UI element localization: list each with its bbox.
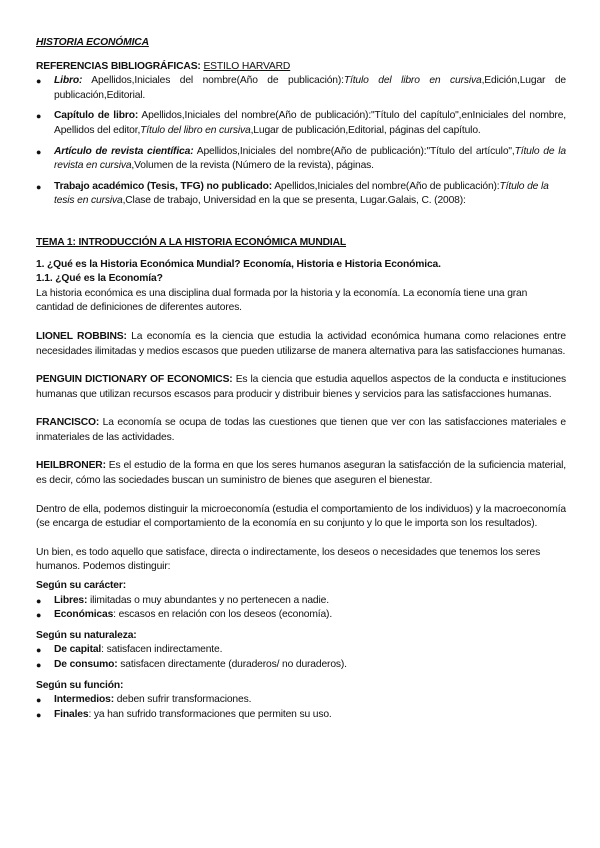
document-page — [36, 36, 566, 722]
list-item: ● De consumo: satisfacen directamente (duraderos/ no duraderos). — [36, 658, 566, 673]
definition-penguin: PENGUIN DICTIONARY OF ECONOMICS: Es la ciencia que estudia aquellos aspectos de la conducta e instituciones humanas que utilizan recursos escasos para producir y distribuir bienes y servicios para las satisfacciones humanas. — [36, 374, 566, 400]
bien-paragraph: Un bien, es todo aquello que satisface, directa o indirectamente, los deseos o necesidades que tenemos los seres humanos. Podemos distinguir: — [36, 546, 541, 573]
reference-italic: Título de la revista en cursiva — [54, 145, 566, 172]
list-item: ● Libres: ilimitadas o muy abundantes y no pertenecen a nadie. — [36, 594, 566, 609]
bullet-icon: ● — [36, 181, 42, 192]
reference-italic: Título del libro en cursiva — [140, 124, 251, 136]
group-heading-funcion: Según su función: — [36, 679, 124, 691]
group-list-funcion — [36, 693, 566, 722]
reference-text: Apellidos,Iniciales del nombre(Año de publicación):"Título del capítulo",enIniciales del nombre, Apellidos del editor, — [54, 110, 566, 136]
reference-text: ,Edición,Lugar de publicación,Editorial. — [54, 75, 566, 101]
bullet-icon: ● — [36, 595, 42, 606]
reference-italic: Título de la tesis en cursiva — [54, 180, 549, 207]
bullet-icon: ● — [36, 645, 42, 656]
reference-item-book — [36, 74, 566, 103]
reference-text: Apellidos,Iniciales del nombre(Año de publicación):"Título del artículo", — [193, 145, 515, 157]
bullet-icon: ● — [36, 111, 42, 122]
bullet-icon: ● — [36, 660, 42, 670]
reference-text: Apellidos,Iniciales del nombre(Año de publicación): — [272, 180, 500, 192]
reference-text: Apellidos,Iniciales del nombre(Año de publicación): — [82, 75, 344, 87]
micro-macro-paragraph: Dentro de ella, podemos distinguir la microeconomía (estudia el comportamiento de los individuos) y la macroeconomía (se encarga de estudiar el comportamiento de la economía en su conjunto y lo que le importa son los resultados). — [36, 503, 566, 530]
reference-text: ,Volumen de la revista (Número de la revista), páginas. — [131, 160, 374, 172]
reference-label: Trabajo académico (Tesis, TFG) no publicado: — [54, 180, 273, 192]
reference-label: Libro: — [54, 75, 83, 87]
intro-paragraph: La historia económica es una disciplina dual formada por la historia y la economía. La economía tiene una gran cantidad de definiciones de diferentes autores. — [36, 287, 528, 314]
reference-italic: Título del libro en cursiva — [343, 75, 482, 87]
references-style: ESTILO HARVARD — [203, 60, 291, 72]
document-title: HISTORIA ECONÓMICA — [36, 37, 149, 48]
bullet-icon: ● — [36, 610, 42, 621]
bullet-icon: ● — [36, 76, 42, 87]
definition-francisco: FRANCISCO: La economía se ocupa de todas las cuestiones que tienen que ver con las satisfacciones materiales e inmateriales de las actividades. — [36, 417, 566, 443]
reference-item-chapter — [36, 109, 566, 138]
section-heading-1: 1. ¿Qué es la Historia Económica Mundial? Economía, Historia e Historia Económica. — [36, 258, 441, 270]
references-list — [36, 74, 566, 209]
reference-item-article — [36, 145, 566, 174]
bullet-icon: ● — [36, 709, 42, 720]
references-label: REFERENCIAS BIBLIOGRÁFICAS: — [36, 60, 201, 72]
list-item: ● Finales: ya han sufrido transformaciones que permiten su uso. — [36, 708, 566, 723]
reference-label: Artículo de revista científica: — [54, 145, 194, 157]
section-heading-1-1: 1.1. ¿Qué es la Economía? — [36, 273, 163, 285]
list-item: ● Intermedios: deben sufrir transformaciones. — [36, 693, 566, 708]
reference-item-thesis — [36, 180, 566, 209]
bullet-icon: ● — [36, 146, 42, 157]
list-item: ● Económicas: escasos en relación con los deseos (economía). — [36, 608, 566, 623]
references-heading — [36, 60, 566, 75]
reference-text: ,Lugar de publicación,Editorial, páginas del capítulo. — [250, 124, 481, 136]
list-item: ● De capital: satisfacen indirectamente. — [36, 643, 566, 658]
group-heading-naturaleza: Según su naturaleza: — [36, 629, 137, 641]
definition-heilbroner: HEILBRONER: Es el estudio de la forma en que los seres humanos aseguran la satisfacción de la suficiencia material, es decir, cómo las sociedades buscan un suministro de bienes que aseguren el bienestar. — [36, 460, 566, 487]
tema-heading: TEMA 1: INTRODUCCIÓN A LA HISTORIA ECONÓMICA MUNDIAL — [36, 236, 347, 248]
bullet-icon: ● — [36, 695, 42, 706]
reference-text: ,Clase de trabajo, Universidad en la que se presenta, Lugar.Galais, C. (2008): — [122, 195, 466, 207]
group-heading-caracter: Según su carácter: — [36, 580, 127, 592]
group-list-naturaleza — [36, 643, 566, 672]
reference-label: Capítulo de libro: — [54, 110, 139, 122]
definition-robbins: LIONEL ROBBINS: La economía es la ciencia que estudia la actividad económica humana como relaciones entre necesidades ilimitadas y medios escasos que pueden utilizarse de manera alternativa para las satisfacciones humanas. — [36, 330, 566, 357]
group-list-caracter — [36, 594, 566, 623]
